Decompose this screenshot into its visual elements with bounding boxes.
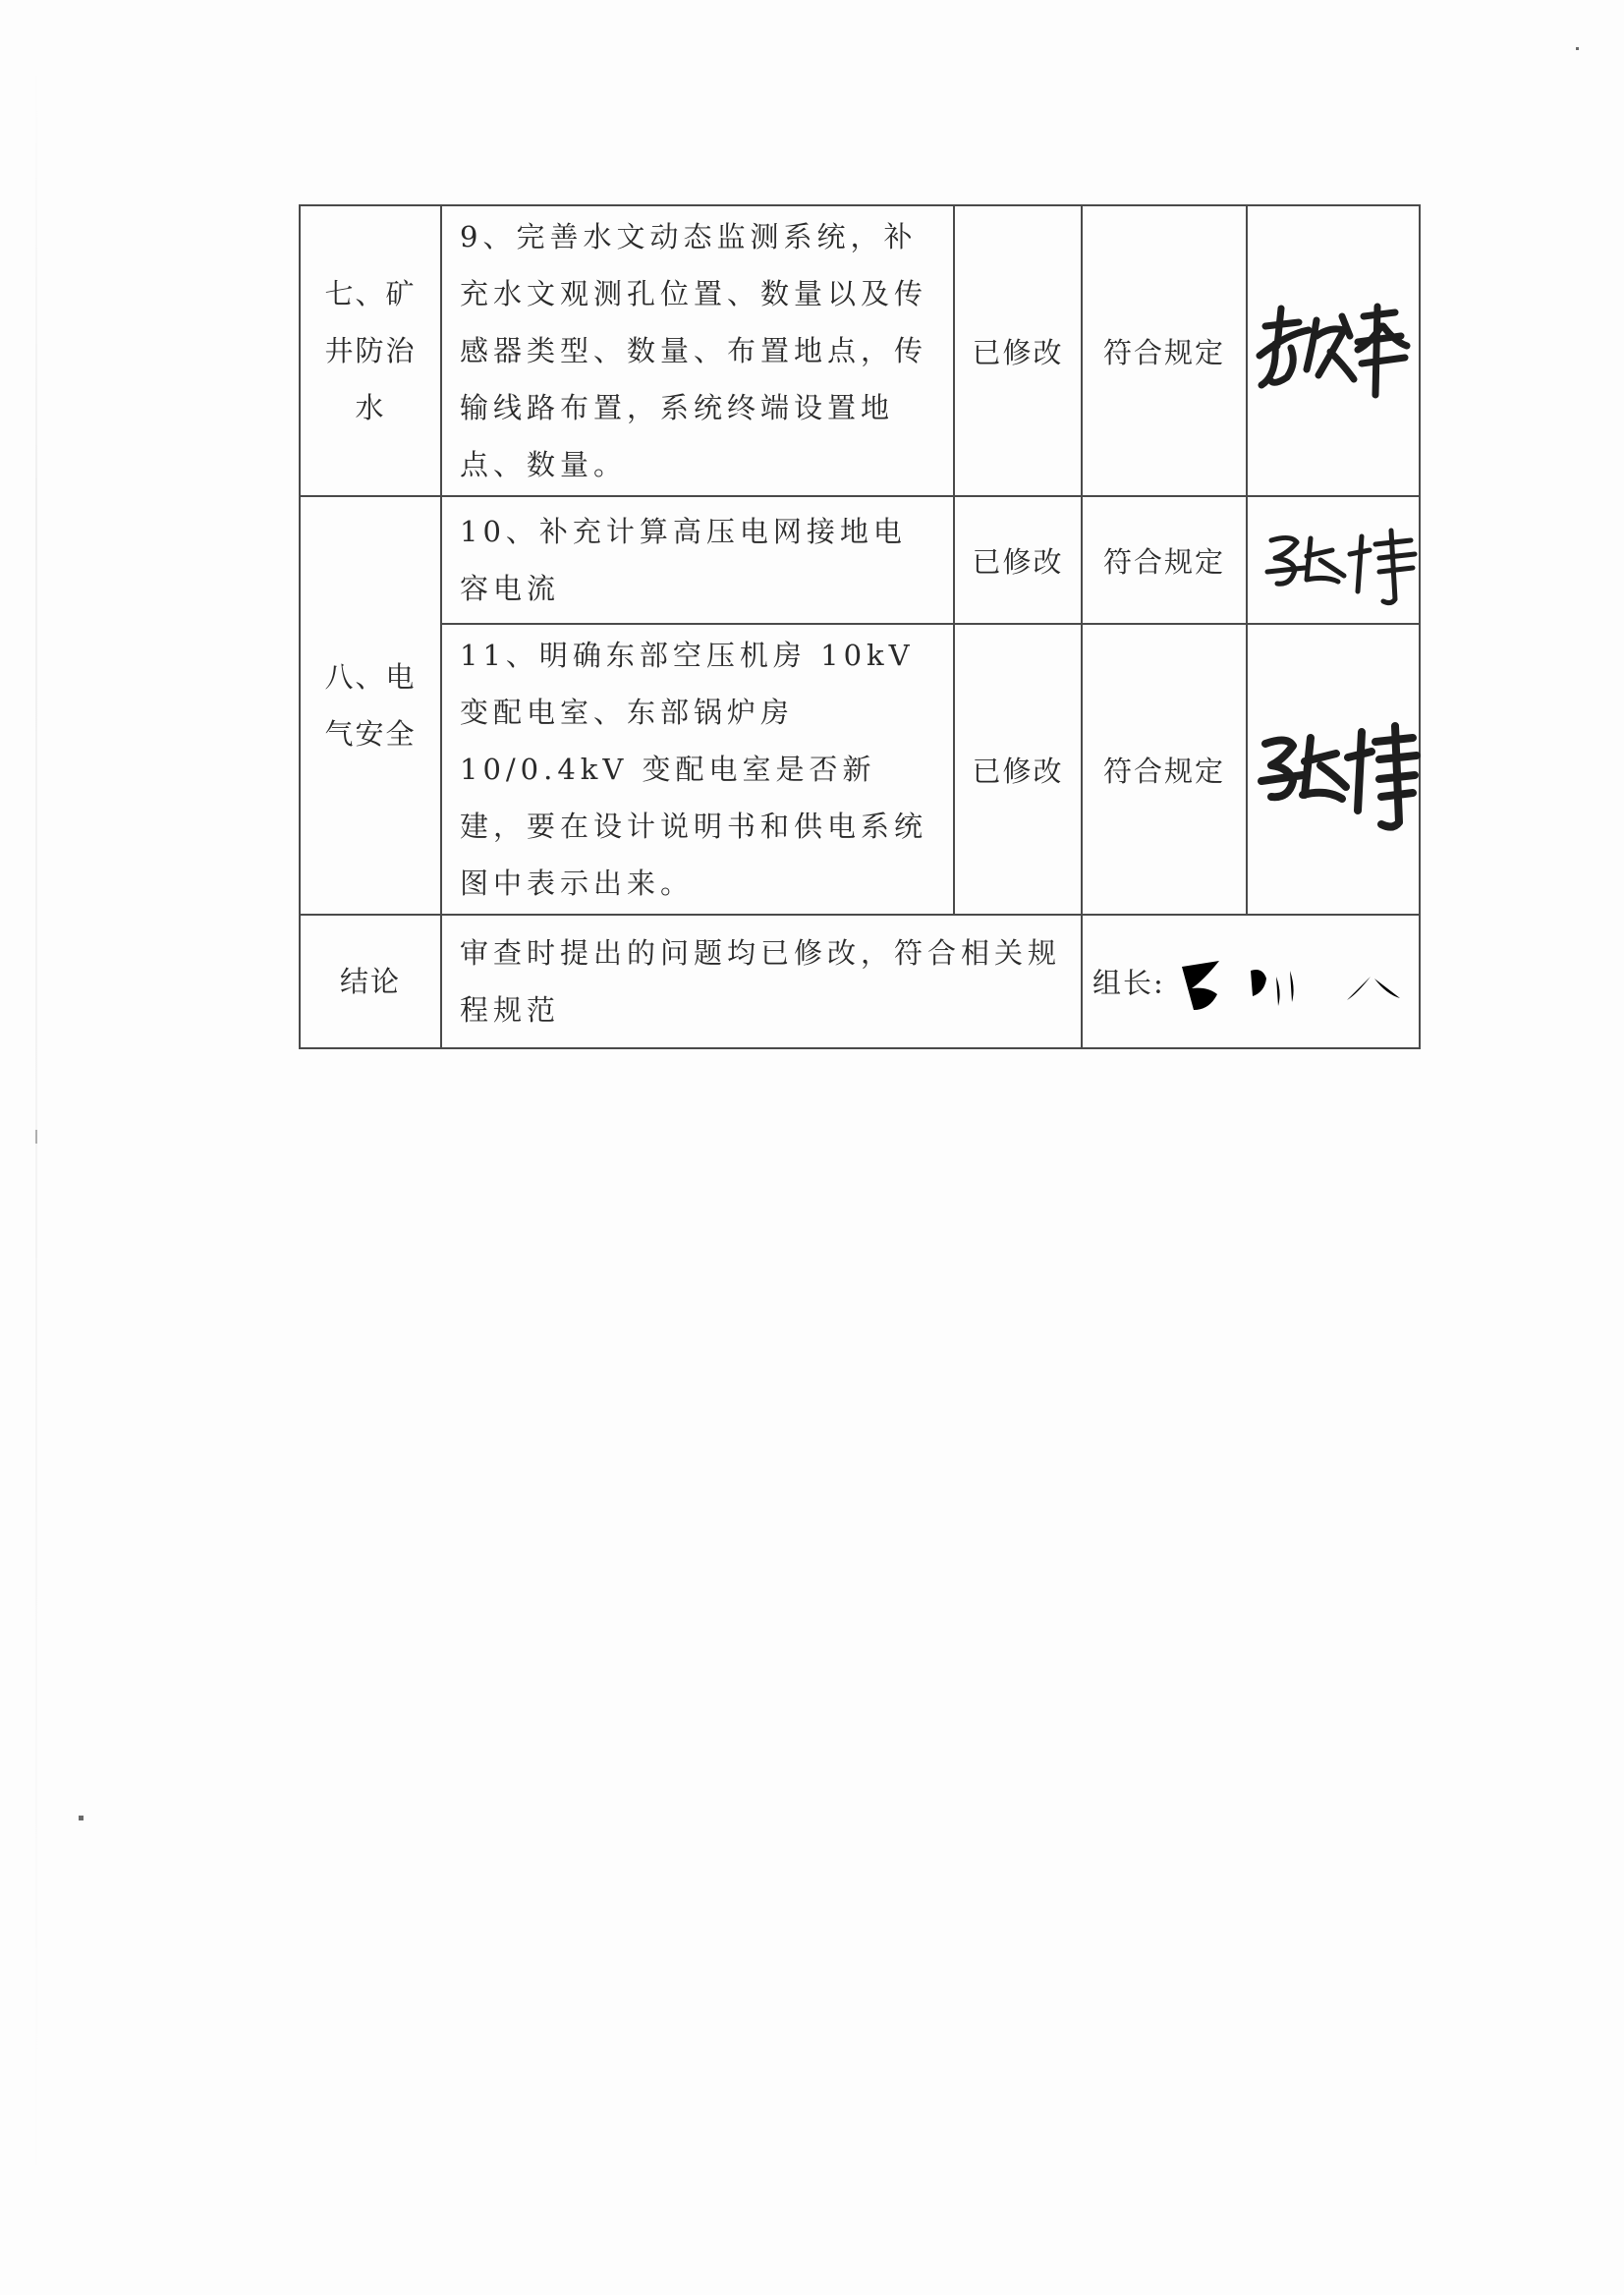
handwritten-signature-li: [1248, 287, 1421, 415]
signature-cell: [1247, 624, 1420, 915]
table-row: [300, 624, 1420, 915]
conclusion-label-cell: 结论: [300, 915, 441, 1048]
scan-speck: [35, 1130, 37, 1144]
review-table: [299, 204, 1421, 1049]
content-cell: 11、明确东部空压机房 10kV 变配电室、东部锅炉房 10/0.4kV 变配电室是否新建，要在设计说明书和供电系统图中表示出来。: [441, 624, 954, 915]
leader-signature-cell: [1082, 915, 1420, 1048]
scan-speck: [1576, 47, 1579, 50]
result-cell: 符合规定: [1082, 624, 1247, 915]
conclusion-text-cell: 审查时提出的问题均已修改，符合相关规程规范: [441, 915, 1082, 1048]
content-cell: 10、补充计算高压电网接地电容电流: [441, 496, 954, 624]
conclusion-row: [300, 915, 1420, 1048]
category-cell: [300, 496, 441, 915]
result-cell: 符合规定: [1082, 496, 1247, 624]
status-cell: 已修改: [954, 624, 1082, 915]
category-cell: [300, 205, 441, 496]
handwritten-signature-leader: [1174, 937, 1410, 1026]
status-cell: 已修改: [954, 496, 1082, 624]
table-row: [300, 205, 1420, 496]
signature-cell: [1247, 496, 1420, 624]
handwritten-signature-zhang: [1248, 511, 1421, 609]
scan-speck: [79, 1816, 84, 1820]
content-cell: 9、完善水文动态监测系统，补充水文观测孔位置、数量以及传感器类型、数量、布置地点，传输线路布置，系统终端设置地点、数量。: [441, 205, 954, 496]
category-label: 七、矿井防治水: [324, 277, 417, 424]
handwritten-signature-zhang: [1248, 700, 1421, 838]
category-label: 八、电气安全: [324, 660, 417, 751]
signature-cell: [1247, 205, 1420, 496]
table-row: [300, 496, 1420, 624]
result-cell: 符合规定: [1082, 205, 1247, 496]
leader-label: 组长:: [1092, 966, 1165, 1000]
status-cell: 已修改: [954, 205, 1082, 496]
